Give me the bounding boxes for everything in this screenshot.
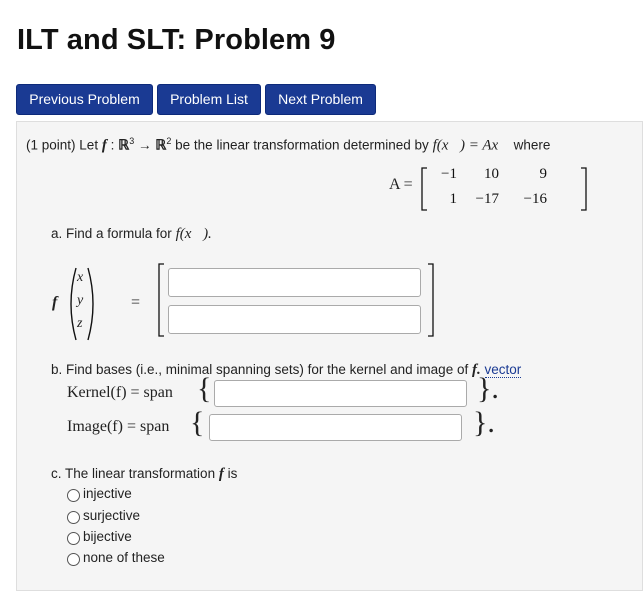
where-word: where xyxy=(513,137,551,153)
image-label: Image(f) = span xyxy=(67,418,170,435)
f-symbol: f xyxy=(101,137,107,154)
colon: : xyxy=(110,137,115,153)
codomain-exponent: 2 xyxy=(166,136,172,146)
f-of-x-expression: f(x⃗) = Ax⃗ xyxy=(432,137,510,154)
codomain-set: ℝ xyxy=(155,138,167,154)
equals-sign: = xyxy=(131,294,141,311)
let-word: Let xyxy=(79,137,99,153)
radio-label-bijective: bijective xyxy=(83,529,132,544)
var-x: x xyxy=(77,270,84,285)
matrix-cell: 1 xyxy=(449,191,457,207)
formula-input-row-2[interactable] xyxy=(168,305,421,334)
part-c-prompt xyxy=(51,466,237,483)
part-a-f: f xyxy=(52,294,58,311)
part-c-text: c. The linear transformation xyxy=(51,466,216,481)
part-c-is: is xyxy=(227,466,238,481)
part-a-prompt xyxy=(51,226,212,243)
image-basis-input[interactable] xyxy=(209,414,462,441)
part-b-text: b. Find bases (i.e., minimal spanning sets) for the kernel and image of xyxy=(51,362,469,377)
problem-body xyxy=(16,121,643,591)
part-c-f: f xyxy=(218,466,224,482)
arrow: → xyxy=(138,137,152,153)
radio-label-none-of-these: none of these xyxy=(83,550,165,565)
var-z: z xyxy=(77,316,83,331)
radio-none-of-these[interactable] xyxy=(67,553,80,566)
next-problem-button[interactable]: Next Problem xyxy=(265,84,376,115)
kernel-open-brace: { xyxy=(197,372,212,405)
problem-list-button[interactable]: Problem List xyxy=(157,84,261,115)
matrix-cell: 9 xyxy=(539,166,547,182)
image-close-brace: }. xyxy=(473,406,495,439)
page-title: ILT and SLT: Problem 9 xyxy=(17,24,336,56)
matrix-cell: −1 xyxy=(441,166,457,182)
previous-problem-button[interactable]: Previous Problem xyxy=(16,84,153,115)
radio-bijective[interactable] xyxy=(67,532,80,545)
part-b-prompt xyxy=(51,362,521,379)
matrix-cell: −16 xyxy=(523,191,547,207)
kernel-basis-input[interactable] xyxy=(214,380,467,407)
domain-set: ℝ xyxy=(118,138,130,154)
domain-exponent: 3 xyxy=(129,136,135,146)
matrix-cell: −17 xyxy=(475,191,499,207)
var-y: y xyxy=(77,293,84,308)
points-label: (1 point) xyxy=(26,137,76,153)
radio-label-injective: injective xyxy=(83,486,132,501)
radio-label-surjective: surjective xyxy=(83,508,141,523)
part-b-f: f. xyxy=(471,362,481,378)
part-a-expression: f(x⃗). xyxy=(175,226,212,242)
intro-text: be the linear transformation determined by xyxy=(175,137,429,153)
part-a-text: a. Find a formula for xyxy=(51,226,172,241)
radio-surjective[interactable] xyxy=(67,511,80,524)
matrix-cell: 10 xyxy=(484,166,499,182)
vector-link[interactable]: vector xyxy=(484,362,522,377)
problem-statement xyxy=(26,136,550,155)
kernel-label: Kernel(f) = span xyxy=(67,384,173,401)
formula-input-row-1[interactable] xyxy=(168,268,421,297)
image-open-brace: { xyxy=(190,406,205,439)
radio-injective[interactable] xyxy=(67,489,80,502)
matrix-label: A = xyxy=(389,176,413,193)
kernel-close-brace: }. xyxy=(477,372,499,405)
